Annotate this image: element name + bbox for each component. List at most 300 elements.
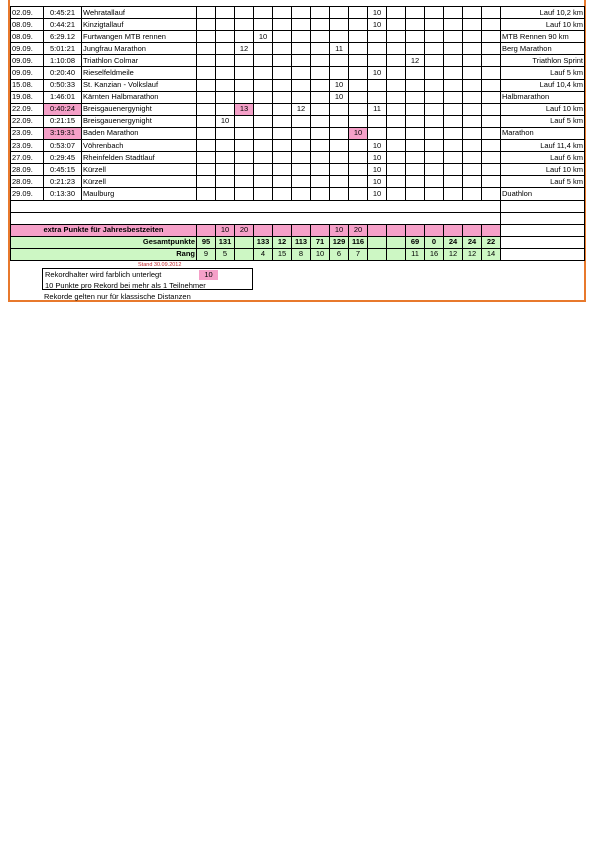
time-cell: 0:21:15 [44,115,82,127]
date-cell: 23.09. [11,140,44,152]
points-cell [482,91,501,103]
points-cell: 71 [311,236,330,248]
points-cell [387,127,406,139]
event-cell: Breisgauenergynight [82,115,197,127]
points-cell [387,31,406,43]
points-cell [197,79,216,91]
date-cell: 28.09. [11,176,44,188]
time-cell: 0:45:15 [44,164,82,176]
points-cell [368,91,387,103]
event-cell: Vöhrenbach [82,140,197,152]
date-cell: 09.09. [11,43,44,55]
time-cell: 0:40:24 [44,103,82,115]
points-cell [235,140,254,152]
points-cell [330,127,349,139]
legend-line-1: Rekordhalter wird farblich unterlegt [45,270,162,279]
points-cell [368,115,387,127]
points-cell [254,188,273,200]
points-cell [292,188,311,200]
points-cell [444,31,463,43]
points-cell: 10 [368,140,387,152]
points-cell [387,55,406,67]
stand-date: Stand 30.09.2012 [138,262,182,268]
points-cell [216,67,235,79]
points-cell [330,7,349,19]
points-cell: 24 [444,236,463,248]
points-cell [235,19,254,31]
points-cell [406,79,425,91]
points-cell [387,224,406,236]
points-cell [330,55,349,67]
points-cell [368,79,387,91]
points-cell [197,164,216,176]
points-cell [330,176,349,188]
points-cell [311,164,330,176]
points-cell [235,31,254,43]
points-cell [254,127,273,139]
points-cell [406,7,425,19]
points-cell: 10 [216,115,235,127]
points-cell [311,55,330,67]
distance-cell: Halbmarathon [501,91,585,103]
table-row [11,79,585,91]
points-cell [387,7,406,19]
points-cell [387,91,406,103]
points-cell [444,7,463,19]
table-row [11,31,585,43]
points-cell [216,91,235,103]
legend-note: Rekorde gelten nur für klassische Distanzen [44,292,191,301]
points-cell [425,103,444,115]
points-cell: 4 [254,248,273,260]
distance-cell: Lauf 10 km [501,103,585,115]
points-cell [349,43,368,55]
points-cell: 11 [368,103,387,115]
distance-cell: Lauf 5 km [501,176,585,188]
date-cell: 23.09. [11,127,44,139]
points-cell [292,140,311,152]
points-cell: 129 [330,236,349,248]
points-cell [463,91,482,103]
points-cell [444,55,463,67]
points-cell [387,140,406,152]
points-cell [311,67,330,79]
time-cell: 0:44:21 [44,19,82,31]
points-cell: 11 [406,248,425,260]
distance-cell: Marathon [501,127,585,139]
points-cell [330,19,349,31]
table-cell [501,224,585,236]
date-cell: 22.09. [11,115,44,127]
points-cell [349,7,368,19]
points-cell [273,103,292,115]
points-cell [292,7,311,19]
points-cell [387,19,406,31]
points-cell [235,176,254,188]
points-cell [216,7,235,19]
points-cell [444,164,463,176]
table-cell [501,248,585,260]
points-cell [463,164,482,176]
points-cell [292,67,311,79]
points-cell: 95 [197,236,216,248]
points-cell [482,115,501,127]
points-cell [463,115,482,127]
points-cell [273,176,292,188]
points-cell [216,103,235,115]
table-row [11,103,585,115]
points-cell [425,152,444,164]
points-cell [349,115,368,127]
table-row [11,115,585,127]
results-table [10,6,585,261]
points-cell [425,91,444,103]
date-cell: 22.09. [11,103,44,115]
points-cell [197,176,216,188]
points-cell [254,103,273,115]
points-cell [406,176,425,188]
points-cell: 24 [463,236,482,248]
points-cell [406,140,425,152]
points-cell: 10 [349,127,368,139]
date-cell: 09.09. [11,67,44,79]
points-cell [235,55,254,67]
points-cell [425,164,444,176]
points-cell [406,164,425,176]
points-cell [311,152,330,164]
points-cell [368,224,387,236]
points-cell: 10 [330,79,349,91]
distance-cell: Lauf 10 km [501,19,585,31]
points-cell [482,176,501,188]
points-cell [216,164,235,176]
points-cell [425,67,444,79]
date-cell: 29.09. [11,188,44,200]
points-cell [197,19,216,31]
time-cell: 1:46:01 [44,91,82,103]
points-cell [197,152,216,164]
points-cell [482,19,501,31]
points-cell [235,248,254,260]
time-cell: 6:29.12 [44,31,82,43]
points-cell [235,188,254,200]
points-cell [254,176,273,188]
points-cell [273,55,292,67]
points-cell [425,115,444,127]
points-cell [368,236,387,248]
points-cell: 133 [254,236,273,248]
points-cell [216,19,235,31]
time-cell: 0:53:07 [44,140,82,152]
points-cell [406,103,425,115]
points-cell [330,115,349,127]
points-cell: 12 [273,236,292,248]
points-cell [425,19,444,31]
points-cell [311,91,330,103]
points-cell [216,188,235,200]
points-cell [254,91,273,103]
points-cell [235,236,254,248]
table-row [11,43,585,55]
distance-cell: Lauf 11,4 km [501,140,585,152]
points-cell: 15 [273,248,292,260]
points-cell [387,152,406,164]
points-cell [254,43,273,55]
distance-cell: Duathlon [501,188,585,200]
table-cell [501,212,585,224]
points-cell [273,164,292,176]
points-cell [254,67,273,79]
points-cell [406,67,425,79]
points-cell [463,224,482,236]
points-cell [235,7,254,19]
points-cell [330,152,349,164]
points-cell [292,224,311,236]
points-cell [254,152,273,164]
time-cell: 5:01:21 [44,43,82,55]
empty-row [11,212,585,224]
table-row [11,188,585,200]
points-cell [349,188,368,200]
points-cell [387,43,406,55]
points-cell [311,43,330,55]
distance-cell: Triathlon Sprint [501,55,585,67]
points-cell [330,103,349,115]
points-cell: 10 [368,164,387,176]
points-cell: 12 [292,103,311,115]
points-cell [387,67,406,79]
points-cell [425,31,444,43]
event-cell: Breisgauenergynight [82,103,197,115]
time-cell: 0:13:30 [44,188,82,200]
points-cell [311,31,330,43]
event-cell: Rieselfeldmeile [82,67,197,79]
points-cell [349,140,368,152]
points-cell [254,224,273,236]
points-cell [444,140,463,152]
table-row [11,164,585,176]
points-cell [387,188,406,200]
points-cell [273,152,292,164]
points-cell [425,7,444,19]
table-row [11,152,585,164]
points-cell [330,164,349,176]
points-cell [406,115,425,127]
points-cell [406,224,425,236]
points-cell [463,55,482,67]
legend-box [42,268,253,290]
points-cell [197,115,216,127]
points-cell [463,31,482,43]
extra-row-label: extra Punkte für Jahresbestzeiten [11,224,197,236]
points-cell [330,140,349,152]
points-cell: 11 [330,43,349,55]
points-cell [482,79,501,91]
points-cell [292,127,311,139]
table-row [11,127,585,139]
points-cell [330,31,349,43]
points-cell [368,248,387,260]
date-cell: 19.08. [11,91,44,103]
table-row [11,176,585,188]
points-cell: 14 [482,248,501,260]
points-cell [197,67,216,79]
table-cell [501,236,585,248]
points-cell: 113 [292,236,311,248]
points-cell [482,127,501,139]
points-cell [463,103,482,115]
points-cell [349,19,368,31]
table-cell [11,212,501,224]
event-cell: Kinzigtallauf [82,19,197,31]
points-cell [254,55,273,67]
points-cell [349,31,368,43]
points-cell [406,31,425,43]
points-cell [463,140,482,152]
points-cell [482,31,501,43]
points-cell: 20 [235,224,254,236]
points-cell [292,31,311,43]
points-cell [273,115,292,127]
table-cell [11,200,501,212]
points-cell [311,79,330,91]
points-cell [406,91,425,103]
points-cell [254,19,273,31]
points-cell: 22 [482,236,501,248]
points-cell [197,224,216,236]
date-cell: 08.09. [11,19,44,31]
points-cell: 10 [368,67,387,79]
points-cell [463,127,482,139]
points-cell [463,7,482,19]
points-cell [444,43,463,55]
points-cell [463,43,482,55]
points-cell [387,248,406,260]
points-cell [292,43,311,55]
event-cell: Jungfrau Marathon [82,43,197,55]
points-cell: 16 [425,248,444,260]
points-cell [482,164,501,176]
points-cell [387,164,406,176]
points-cell [216,31,235,43]
points-cell [273,91,292,103]
points-cell [235,91,254,103]
points-cell [444,91,463,103]
table-row [11,19,585,31]
points-cell [273,127,292,139]
points-cell [406,43,425,55]
points-cell: 12 [406,55,425,67]
points-cell: 9 [197,248,216,260]
points-cell [463,176,482,188]
points-cell [463,188,482,200]
points-cell [254,115,273,127]
time-cell: 0:21:23 [44,176,82,188]
points-cell [197,7,216,19]
points-cell [444,224,463,236]
time-cell: 0:20:40 [44,67,82,79]
event-cell: Rheinfelden Stadtlauf [82,152,197,164]
points-cell [406,188,425,200]
points-cell [311,103,330,115]
table-row [11,140,585,152]
points-cell [482,43,501,55]
distance-cell: Lauf 5 km [501,115,585,127]
points-cell [311,176,330,188]
points-cell: 116 [349,236,368,248]
distance-cell: Lauf 10,2 km [501,7,585,19]
points-cell [463,67,482,79]
points-cell: 10 [216,224,235,236]
points-cell [463,79,482,91]
points-cell [273,140,292,152]
points-cell [406,127,425,139]
points-cell [197,55,216,67]
points-cell [197,43,216,55]
points-cell [273,67,292,79]
points-cell [482,7,501,19]
points-cell [444,127,463,139]
points-cell [235,67,254,79]
points-cell [444,188,463,200]
points-cell [311,140,330,152]
points-cell: 20 [349,224,368,236]
points-cell [387,115,406,127]
points-cell [444,19,463,31]
rang-row [11,248,585,260]
points-cell [368,127,387,139]
time-cell: 0:45:21 [44,7,82,19]
points-cell [387,176,406,188]
points-cell [425,224,444,236]
date-cell: 28.09. [11,164,44,176]
points-cell [273,19,292,31]
time-cell: 3:19:31 [44,127,82,139]
points-cell [273,7,292,19]
extra-row [11,224,585,236]
points-cell: 7 [349,248,368,260]
table-cell [501,200,585,212]
points-cell [349,55,368,67]
event-cell: Triathlon Colmar [82,55,197,67]
event-cell: Kürzell [82,164,197,176]
points-cell: 69 [406,236,425,248]
points-cell [197,31,216,43]
points-cell [425,55,444,67]
points-cell [482,140,501,152]
points-cell: 12 [444,248,463,260]
empty-row [11,200,585,212]
date-cell: 09.09. [11,55,44,67]
points-cell: 12 [235,43,254,55]
event-cell: Wehratallauf [82,7,197,19]
points-cell [349,152,368,164]
points-cell: 131 [216,236,235,248]
points-cell [463,19,482,31]
points-cell [482,103,501,115]
points-cell: 10 [368,176,387,188]
points-cell: 12 [463,248,482,260]
distance-cell: Lauf 6 km [501,152,585,164]
points-cell [216,140,235,152]
points-cell [482,224,501,236]
points-cell [197,127,216,139]
points-cell [368,43,387,55]
points-cell [482,152,501,164]
points-cell [444,176,463,188]
gesamt-row-label: Gesamtpunkte [11,236,197,248]
points-cell [292,79,311,91]
